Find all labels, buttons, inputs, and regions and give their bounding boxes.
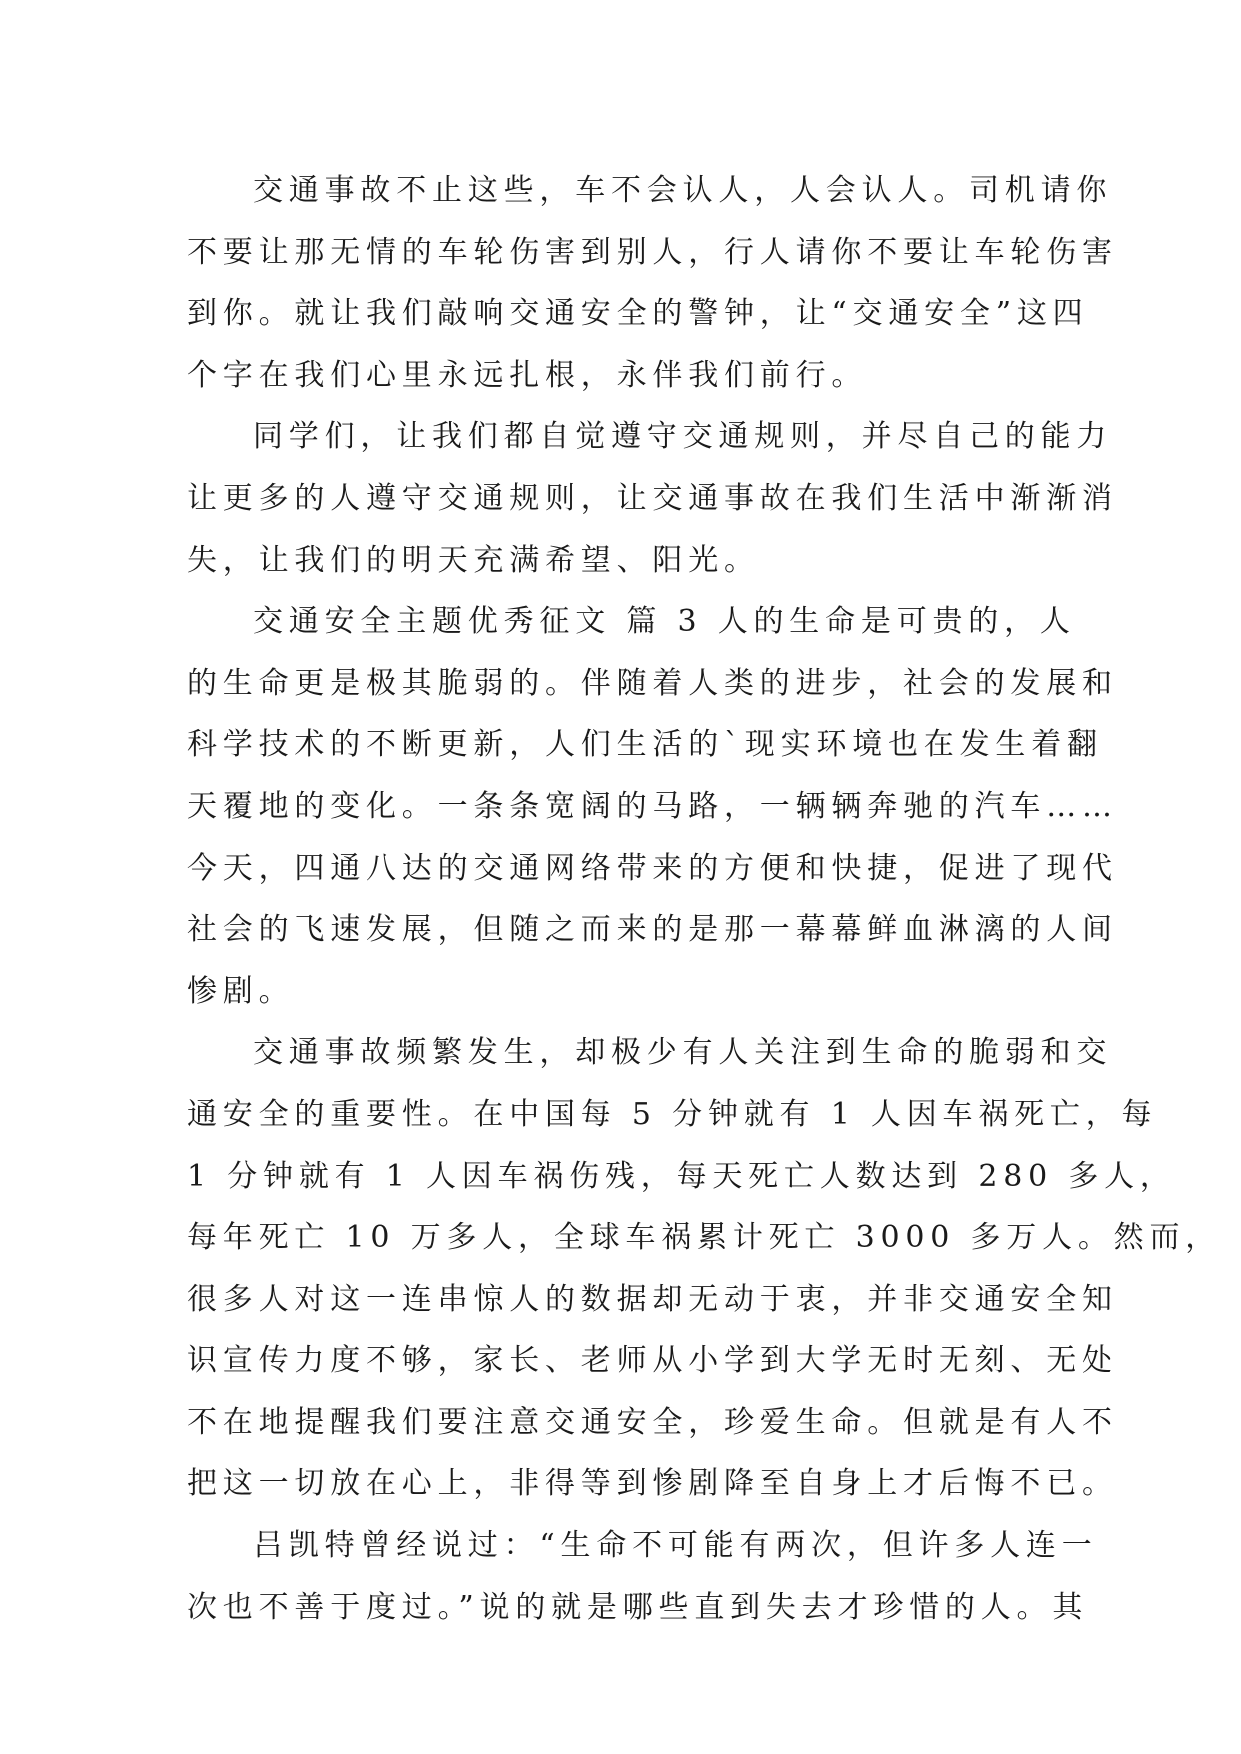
paragraph-3-line-2: 的生命更是极其脆弱的。伴随着人类的进步，社会的发展和	[187, 665, 1118, 701]
paragraph-1-line-3: 到你。就让我们敲响交通安全的警钟，让“交通安全”这四	[187, 296, 1089, 332]
paragraph-4-line-2: 通安全的重要性。在中国每 5 分钟就有 1 人因车祸死亡，每	[187, 1096, 1158, 1132]
paragraph-4-line-6: 识宣传力度不够，家长、老师从小学到大学无时无刻、无处	[187, 1343, 1118, 1379]
paragraph-2-line-3: 失，让我们的明天充满希望、阳光。	[187, 542, 760, 578]
paragraph-5-line-2: 次也不善于度过。”说的就是哪些直到失去才珍惜的人。其	[187, 1589, 1089, 1625]
paragraph-1-line-2: 不要让那无情的车轮伤害到别人，行人请你不要让车轮伤害	[187, 234, 1118, 270]
paragraph-1-line-1: 交通事故不止这些，车不会认人，人会认人。司机请你	[253, 173, 1113, 208]
document-body	[187, 160, 1222, 1638]
paragraph-4-line-3: 1 分钟就有 1 人因车祸伤残，每天死亡人数达到 280 多人，	[187, 1158, 1176, 1194]
paragraph-3-line-5: 今天，四通八达的交通网络带来的方便和快捷，促进了现代	[187, 850, 1118, 886]
paragraph-3-line-6: 社会的飞速发展，但随之而来的是那一幕幕鲜血淋漓的人间	[187, 912, 1118, 948]
paragraph-1-line-4: 个字在我们心里永远扎根，永伴我们前行。	[187, 357, 868, 393]
paragraph-4-line-8: 把这一切放在心上，非得等到惨剧降至自身上才后悔不已。	[187, 1466, 1118, 1502]
paragraph-4-line-4: 每年死亡 10 万多人，全球车祸累计死亡 3000 多万人。然而，	[187, 1220, 1222, 1256]
section-heading-line: 交通安全主题优秀征文 篇 3 人的生命是可贵的，人	[253, 604, 1076, 640]
paragraph-4-line-7: 不在地提醒我们要注意交通安全，珍爱生命。但就是有人不	[187, 1404, 1118, 1440]
paragraph-2-line-1: 同学们，让我们都自觉遵守交通规则，并尽自己的能力	[253, 419, 1113, 455]
paragraph-3-line-7: 惨剧。	[187, 973, 295, 1009]
paragraph-3-line-4: 天覆地的变化。一条条宽阔的马路，一辆辆奔驰的汽车……	[187, 788, 1118, 824]
paragraph-5-line-1: 吕凯特曾经说过：“生命不可能有两次，但许多人连一	[253, 1528, 1098, 1564]
paragraph-3-line-3: 科学技术的不断更新，人们生活的`现实环境也在发生着翻	[187, 727, 1103, 763]
paragraph-4-line-5: 很多人对这一连串惊人的数据却无动于衷，并非交通安全知	[187, 1281, 1118, 1317]
paragraph-2-line-2: 让更多的人遵守交通规则，让交通事故在我们生活中渐渐消	[187, 480, 1118, 516]
paragraph-4-line-1: 交通事故频繁发生，却极少有人关注到生命的脆弱和交	[253, 1035, 1113, 1071]
